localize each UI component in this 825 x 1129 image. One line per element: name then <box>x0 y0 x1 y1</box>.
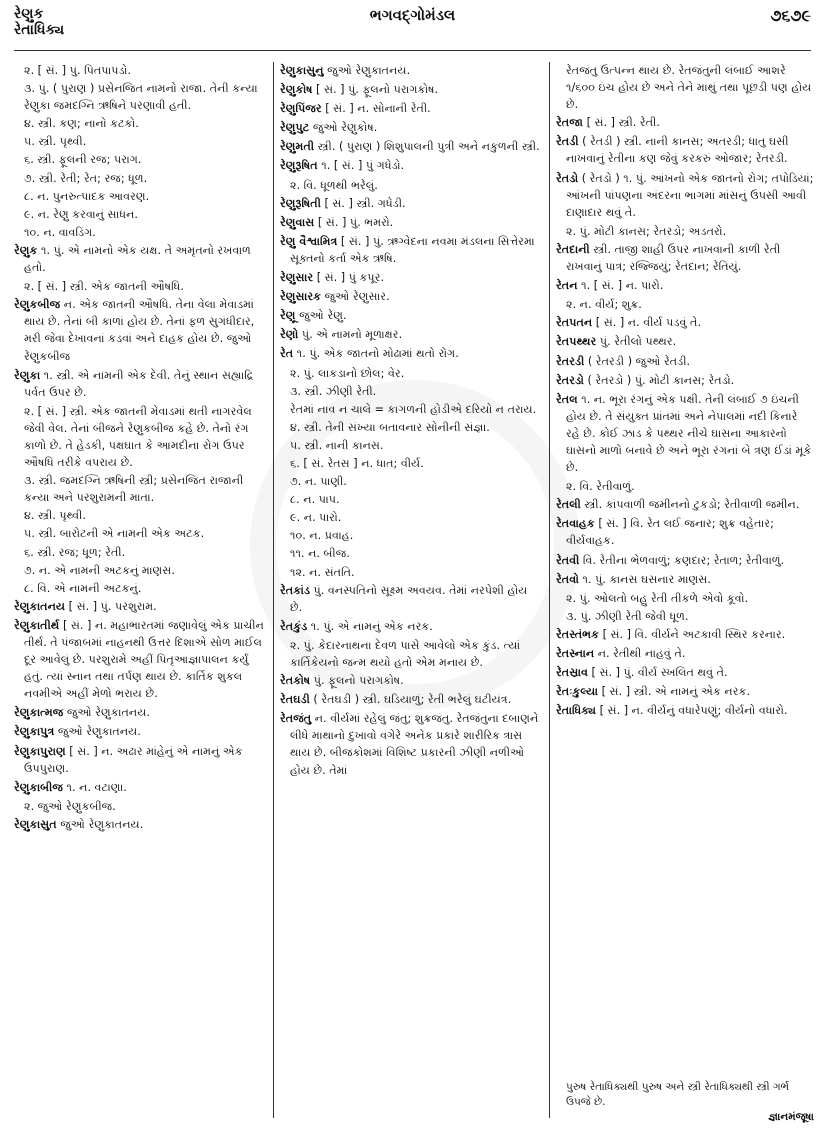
definition: ( રેતરડી ) જુઓ રેતડી. <box>584 354 691 368</box>
dictionary-entry <box>280 307 542 324</box>
headword: રેતઃકુલ્યા <box>556 685 599 699</box>
dictionary-entry <box>280 618 542 635</box>
sense-line: ૫. સ્ત્રી. પૃથ્વી. <box>24 135 87 149</box>
headword: રેતસ્રાવ <box>556 666 588 680</box>
dictionary-entry <box>280 100 542 117</box>
headword: રેણુરૂષિત <box>280 159 318 173</box>
sense-line: ૨. [ સં. ] સ્ત્રી. એક જાતની ઔષધિ. <box>24 280 184 294</box>
dictionary-entry <box>280 62 542 79</box>
column-divider <box>549 62 550 1118</box>
definition: [ સં. ] પું કપૂર. <box>313 271 385 285</box>
column-2 <box>280 62 542 1120</box>
dictionary-entry <box>280 710 542 778</box>
definition: પું. એ નામનો મૂળાક્ષર. <box>298 328 403 342</box>
dictionary-entry <box>14 723 267 740</box>
sense-line: ૪. સ્ત્રી. કણ; નાનો કટકો. <box>24 117 139 131</box>
headword: રેતવાહક <box>556 517 595 531</box>
definition: [ સં. ] વિ. રેત લઈ જનાર; શુક્ર વહેતાર; વીર્યવાહક. <box>566 517 774 548</box>
definition: સ્ત્રી. ( પુરાણ ) શિશુપાલની પુત્રી અને નકુળની સ્ત્રી. <box>314 140 540 154</box>
definition: જુઓ રેણુકાતનય. <box>54 725 141 739</box>
sense-line: ૮. વિ. એ નામની અટકનું. <box>24 581 142 595</box>
definition: ૧. પું. એ નામનો એક યક્ષ. તે અમૃતનો રખવાળ હતો. <box>24 243 251 275</box>
definition: ૧. ન. વટાણા. <box>62 780 127 794</box>
headword: રેતરડી <box>556 354 585 368</box>
dictionary-entry <box>556 333 814 350</box>
sense-line: ૫. સ્ત્રી. નાની કાનસ. <box>290 438 384 452</box>
headword: રેણુકાસુનુ <box>280 64 324 77</box>
dictionary-entry <box>280 195 542 212</box>
dictionary-entry <box>280 157 542 174</box>
headword: રેણુકા <box>14 368 41 382</box>
footnote-text: પુરુષ રેતાધિક્યથી પુરુષ અને સ્ત્રી રેતાધિક્યથી સ્ત્રી ગર્ભ ઉપજે છે. <box>566 1081 790 1108</box>
sense-line: ૭. ન. પાણી. <box>290 475 347 489</box>
sense-line: ૬. [ સં. રેતસ ] ન. ધાત; વીર્ય. <box>290 456 424 470</box>
dictionary-entry <box>556 515 814 549</box>
definition: વિ. રેતીના ભેળવાળું; કણદાર; રેતાળ; રેતીવાળું. <box>579 553 785 567</box>
dictionary-entry <box>280 269 542 286</box>
dictionary-entry <box>556 571 814 588</box>
page-header <box>14 6 811 46</box>
headword: રેતવો <box>556 572 579 586</box>
sense-line: ૨. પું. કેદારનાથના દેવળ પાસે આવેલો એક કુંડ. ત્યાં કાર્તિકેયનો જન્મ થયો હતો એમ મનાય છે. <box>290 638 521 669</box>
dictionary-entry <box>556 241 814 275</box>
definition: [ સં. ] ન. સોનાની રેતી. <box>321 102 431 116</box>
footnote-source: જ્ઞાનમંજૂષા <box>768 1111 814 1123</box>
sense-line: ૧૧. ન. બીજ. <box>290 547 350 561</box>
headword: રેણુકાત્મજ <box>14 706 64 720</box>
headword: રેતાધિક્ય <box>556 704 597 718</box>
dictionary-entry <box>14 296 267 364</box>
headword: રેણુપુટ <box>280 121 310 135</box>
sense-line: ૨. જુઓ રેણુકબીજ. <box>24 799 116 813</box>
definition: ૧. સ્ત્રી. એ નામની એક દેવી. તેનું સ્થાન સહ્યાદ્રિ પર્વત ઉપર છે. <box>24 368 254 399</box>
sense-line: રેતમાં નાવ ન ચાલે = કાગળની હોડીએ દરિયો ન તરાય. <box>290 402 537 416</box>
headword: રેતજંતુ <box>280 712 312 726</box>
headword: રેતકોષ <box>280 674 311 688</box>
definition: [ સં. ] પું. ફૂલનો પરાગકોષ. <box>312 83 439 97</box>
dictionary-entry <box>280 691 542 708</box>
page-title: ભગવદ્ગોમંડલ <box>369 6 456 24</box>
headword: રેતકુંડ <box>280 619 308 633</box>
sense-line: ૮. ન. પાપ. <box>290 493 340 507</box>
guide-word: રેણુક <box>14 6 44 22</box>
headword: રેણુપિંજર <box>280 102 322 116</box>
headword: રેણુવાસ <box>280 215 315 229</box>
headword: રેતકાંડ <box>280 583 310 597</box>
definition: [ સં. ] ન. અઢાર માંહેનું એ નામનું એક ઉપપુરાણ. <box>24 744 243 775</box>
headword: રેણુકબીજ <box>14 298 61 312</box>
dictionary-entry <box>556 683 814 700</box>
dictionary-entry <box>14 743 267 777</box>
definition: [ સં. ] ન. વીર્યનું વધારેપણું; વીર્યનો વધારો. <box>596 704 788 718</box>
dictionary-entry <box>556 114 814 131</box>
headword: રેણુમતી <box>280 140 315 154</box>
headword: રેણુસાર <box>280 271 314 285</box>
column-divider <box>273 62 274 1118</box>
sense-line: ૨. પું. ઓલતો બહુ રેતી તીકળે એવો કૂવો. <box>566 591 749 605</box>
sense-line: ૧૦. ન. પ્રવાહ. <box>290 529 354 543</box>
headword: રેત <box>280 347 294 361</box>
sense-line: ૩. સ્ત્રી. જમદગ્નિ ઋષિની સ્ત્રી; પ્રસેનજિત રાજાની કન્યા અને પરશુરામની માતા. <box>24 474 244 505</box>
dictionary-entry <box>556 133 814 167</box>
dictionary-entry <box>556 664 814 681</box>
dictionary-entry <box>556 702 814 719</box>
sense-line: ૧૨. ન. સંતતિ. <box>290 565 355 579</box>
headword: રેતલ <box>556 392 578 406</box>
dictionary-entry <box>556 353 814 370</box>
headword: રેણો <box>280 328 299 342</box>
sense-line: ૨. [ સં. ] સ્ત્રી. એક જાતની મેવાડમાં થતી નાગરવેલ જેવી વેલ. તેનાં બીજને રેણુકબીજ કહે છે. તેનો રંગ કાળો છે. તે હેડકી, પક્ષઘાત કે આમદીના રોગ ઉપર ઔષધિ તરીકે વપરાય છે. <box>24 404 252 470</box>
definition: ( રેતરડો ) પું. મોટી કાનસ; રેતડો. <box>583 373 735 387</box>
headword: રેણૂ <box>280 309 296 323</box>
definition: જુઓ રેણુકાતનય. <box>56 817 144 831</box>
page-number: ૭૬૭૯ <box>770 6 811 25</box>
dictionary-entry <box>280 326 542 343</box>
headword: રેણુકાબીજ <box>14 780 63 794</box>
dictionary-entry <box>280 672 542 689</box>
sense-line: ૪. સ્ત્રી. તેની સંખ્યા બતાવનાર સોનીની સંજ્ઞા. <box>290 420 490 434</box>
sense-line: ૭. સ્ત્રી. રેતી; રેત; રજ; ધૂળ. <box>24 171 148 185</box>
headword: રેણુરૂષિતી <box>280 196 321 210</box>
dictionary-entry <box>556 314 814 331</box>
headword: રેતલી <box>556 498 581 512</box>
dictionary-entry <box>14 367 267 401</box>
definition: [ સં. ] પું. વીર્ય સ્ખલિત થવું તે. <box>587 666 728 680</box>
definition: [ સં. ] સ્ત્રી. ગધેડી. <box>320 196 406 210</box>
sense-line: ૧૦. ન. વાવડિંગ. <box>24 225 96 239</box>
dictionary-entry <box>280 288 542 305</box>
dictionary-entry <box>14 242 267 276</box>
sense-line: ૨. ન. વીર્ય; શુક્ર. <box>566 298 642 312</box>
headword: રેતડો <box>556 171 579 185</box>
definition: ૧. [ સં. ] ન. પારો. <box>577 279 664 293</box>
sense-line: ૭. ન. એ નામની અટકનું માણસ. <box>24 563 175 577</box>
dictionary-entry <box>280 345 542 362</box>
dictionary-entry <box>280 582 542 616</box>
sense-line: ૩. પું. ( પુરાણ ) પ્રસેનજિત નામનો રાજા. તેની કન્યા રેણુકા જમદગ્નિ ઋષિને પરણાવી હતી. <box>24 82 258 113</box>
headword: રેણુકાપુરાણ <box>14 744 66 758</box>
definition: ૧. પું. એક જાતનો મોઢામાં થતો રોગ. <box>293 347 459 361</box>
definition: ન. વીર્યમાં રહેલું જંતુ; શુક્રજંતુ. રેતજંતુના દબાણને લીધે માથાનો દુખાવો વગેરે અનેક પ્રકારે શારીરિક ત્રાસ થાય છે. બીજકોશમાં વિશિષ્ટ પ્રકારની ઝીણી નળીઓ હોય છે. તેમાં <box>290 712 539 777</box>
sense-line: ૯. ન. પારો. <box>290 511 342 525</box>
definition: જુઓ રેણુકાતનય. <box>323 64 411 77</box>
headword: રેતવી <box>556 553 580 567</box>
definition: પું. ફૂલનો પરાગકોષ. <box>310 674 404 688</box>
sense-line: ૫. સ્ત્રી. બારોટની એ નામની એક અટક. <box>24 527 205 541</box>
sense-line: ૩. પું. ઝીણી રેતી જેવી ધૂળ. <box>566 609 689 623</box>
dictionary-entry <box>280 214 542 231</box>
headword: રેણુકાતનય <box>14 599 66 613</box>
dictionary-entry <box>14 779 267 796</box>
column-1 <box>14 62 267 1120</box>
definition: જુઓ રેણુકાતનય. <box>63 706 150 720</box>
definition: સ્ત્રી. તાજી શાહી ઉપર નાખવાની કાળી રેતી રાખવાનું પાત્ર; રજ્જિયું; રેતદાન; રેતિયું. <box>566 242 781 274</box>
sense-line: ૨. પું. લાકડાનો છોલ; વેર. <box>290 366 405 380</box>
dictionary-entry <box>556 391 814 476</box>
definition: ૧. પું. એ નામનું એક નરક. <box>307 619 433 633</box>
headword: રેતન <box>556 279 578 293</box>
definition: જુઓ રેણુકોષ. <box>309 121 378 135</box>
dictionary-entry <box>280 119 542 136</box>
headword: રેતપતન <box>556 316 593 330</box>
definition: ૧. [ સં. ] પું ગધેડો. <box>317 159 405 173</box>
dictionary-entry <box>556 626 814 643</box>
headword: રેતડી <box>556 135 579 149</box>
definition: પું. વનસ્પતિનો સૂક્ષ્મ અવયવ. તેમાં નરપેશી હોય છે. <box>290 583 528 614</box>
headword: રેતરડો <box>556 373 584 387</box>
definition: ( રેતડો ) ૧. પું. આંખનો એક જાતનો રોગ; તપોડિયાં; આંખની પાંપણના અંદરના ભાગમાં માંસનું ઉપસી આવી દાણાદાર થવું તે. <box>566 171 814 219</box>
column-3 <box>556 62 814 1120</box>
headword: રેણુકાસુત <box>14 817 57 831</box>
definition: ન. એક જાતની ઔષધિ. તેના વેલા મેવાડમાં થાય છે. તેનાં બી કાળાં હોય છે. તેનાં ફળ સુગંધીદાર, મરી જેવા દેખાવનાં કડવાં અને દાહક હોય છે. જુઓ રેણુકબીજ <box>24 298 255 363</box>
definition: [ સં. ] સ્ત્રી. રેતી. <box>583 116 660 130</box>
dictionary-entry <box>14 816 267 833</box>
definition: ન. રેતીથી નાહવું તે. <box>594 647 686 660</box>
sense-line: ૨. વિ. ધૂળથી ભરેલું. <box>290 178 378 192</box>
definition: સ્ત્રી. કાંપવાળી જમીનનો ટુકડો; રેતીવાળી જમીન. <box>580 498 800 512</box>
sense-line: ૪. સ્ત્રી. પૃથ્વી. <box>24 509 86 523</box>
dictionary-entry <box>280 81 542 98</box>
headword: રેણુકોષ <box>280 83 313 97</box>
header-rule <box>14 50 811 51</box>
definition: [ સં. ] વિ. વીર્યને અટકાવી સ્થિર કરનાર. <box>599 627 786 641</box>
definition: પું. રેતીલો પથ્થર. <box>596 335 677 349</box>
footnote <box>566 1080 814 1125</box>
headword: રેતસ્તંભક <box>556 627 600 641</box>
headword: રેતજા <box>556 116 584 130</box>
headword: રેતપથ્થર <box>556 335 597 349</box>
definition: [ સં. ] પું. પરશુરામ. <box>65 599 157 613</box>
dictionary-entry <box>14 617 267 702</box>
definition: [ સં. ] ન. વીર્ય પડવું તે. <box>592 316 702 330</box>
definition: ( રેતડી ) સ્ત્રી. નાની કાનસ; અતરડી; ધાતુ ઘસી નાખવાનું રેતીના કણ જેવું કરકરું ઓજાર; રેતરડી. <box>566 135 789 166</box>
dictionary-entry <box>14 704 267 721</box>
dictionary-entry <box>14 598 267 615</box>
dictionary-entry <box>556 552 814 569</box>
sense-line: ૩. સ્ત્રી. ઝીણી રેતી. <box>290 384 377 398</box>
sense-line: ૨. વિ. રેતીવાળું. <box>566 480 635 494</box>
headword: રેણુક <box>14 243 38 257</box>
dictionary-entry <box>280 233 542 267</box>
sense-line: ૬. સ્ત્રી. રજ; ધૂળ; રેતી. <box>24 545 126 559</box>
headword: રેતદાની <box>556 242 590 256</box>
definition: [ સં. ] પું. ઋગ્વેદના નવમા મંડલના સિત્તેરમા સૂક્તનો કર્તા એક ઋષિ. <box>290 234 535 265</box>
sense-line: ૨. [ સં. ] પું. પિતપાપડો. <box>24 64 132 77</box>
guide-word: રેતાધિક્ય <box>14 22 65 38</box>
definition: [ સં. ] ન. મહાભારતમાં જણાવેલું એક પ્રાચીન તીર્થ. તે પંજાબમાં નાહનથી ઉત્તર દિશાએ સોળ માઈલ દૂર આવેલું છે. પરશુરામે અહીં પિતૃઆજ્ઞાપાલન કર્યું હતું. ત્યાં સ્નાન તથા તર્પણ થાય છે. કાર્તિક શુકલ નવમીએ અહીં મેળો ભરાય છે. <box>24 618 264 701</box>
sense-line: ૨. પું. મોટી કાનસ; રેતરડો; અડતરો. <box>566 224 727 238</box>
headword: રેણુ વૈશ્વામિત્ર <box>280 234 338 248</box>
definition: [ સં. ] સ્ત્રી. એ નામનું એક નરક. <box>598 685 751 699</box>
headword: રેતસ્નાન <box>556 647 595 660</box>
dictionary-entry <box>280 138 542 155</box>
sense-line: રેતજંતુ ઉત્પન્ન થાય છે. રેતજંતુની લંબાઈ આશરે ૧/૬૦૦ ઇંચ હોય છે અને તેને માથું તથા પૂછડી પણ હોય છે. <box>566 64 812 112</box>
headword: રેતઘડી <box>280 693 310 707</box>
sense-line: ૮. ન. પુનરુત્પાદક આવરણ. <box>24 189 150 203</box>
dictionary-entry <box>556 170 814 221</box>
headword: રેણુસારક <box>280 290 322 304</box>
sense-line: ૯. ન. રેણુ કરવાનું સાધન. <box>24 207 138 221</box>
headword: રેણુકાતીર્થ <box>14 618 60 632</box>
dictionary-entry <box>556 372 814 389</box>
definition: [ સં. ] પું. ભમરો. <box>314 215 394 229</box>
definition: જુઓ રેણુસાર. <box>321 290 390 304</box>
dictionary-entry <box>556 645 814 662</box>
dictionary-entry <box>556 277 814 294</box>
sense-line: ૬. સ્ત્રી. ફૂલની રજ; પરાગ. <box>24 153 142 167</box>
definition: જુઓ રેણુ. <box>295 309 347 323</box>
definition: ( રેતઘડી ) સ્ત્રી. ઘડિયાળું; રેતી ભરેલું ઘટીયંત્ર. <box>309 693 512 707</box>
dictionary-entry <box>556 496 814 513</box>
definition: ૧. ન. ભૂરા રંગનું એક પક્ષી. તેની લંબાઈ ૭ ઇંચની હોય છે. તે સંયુક્ત પ્રાંતમાં અને નેપાલમાં નદી કિનારે રહે છે. કોઈ ઝાડ કે પથ્થર નીચે ઘાસના આકારનો ઘાસનો માળો બનાવે છે અને ભૂરા રંગનાં બે ત્રણ ઈંડાં મૂકે છે. <box>566 392 812 475</box>
headword: રેણુકાપુત્ર <box>14 725 55 739</box>
definition: ૧. પું. કાનસ ઘસનાર માણસ. <box>578 572 711 586</box>
